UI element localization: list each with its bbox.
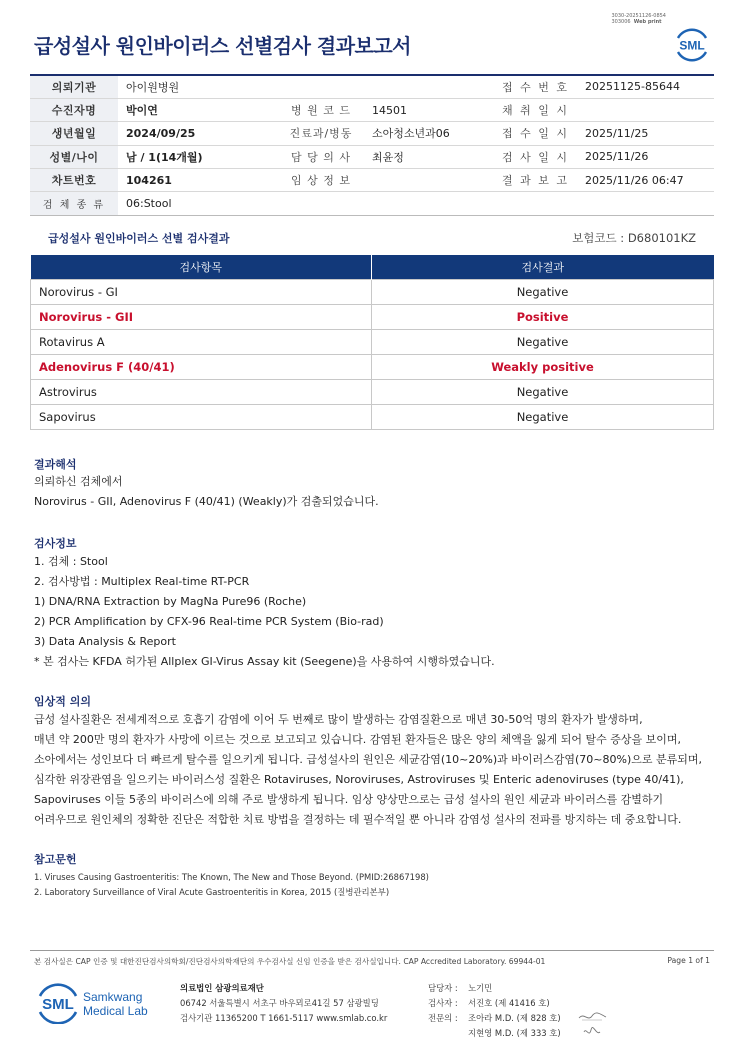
staff-role: 전문의 : — [428, 1013, 458, 1023]
staff-role: 검사자 : — [428, 998, 458, 1008]
info-value — [577, 98, 714, 121]
result-row — [31, 279, 714, 304]
test-info-line: 3) Data Analysis & Report — [34, 635, 176, 648]
staff-row — [428, 981, 561, 996]
result-row — [31, 354, 714, 379]
logo-mark-text: SML — [42, 996, 74, 1013]
page-number: Page 1 of 1 — [667, 956, 710, 965]
staff-name: 지현영 M.D. (제 333 호) — [468, 1028, 561, 1038]
interpretation-title: 결과해석 — [34, 458, 77, 471]
interpretation-line: 의뢰하신 검체에서 — [34, 475, 123, 488]
test-item: Norovirus - GI — [31, 279, 372, 304]
info-label: 차트번호 — [30, 169, 118, 192]
test-info-text — [34, 552, 495, 672]
test-info-line: * 본 검사는 KFDA 허가된 Allplex GI-Virus Assay kit (Seegene)을 사용하여 시행하였습니다. — [34, 655, 495, 668]
info-row — [30, 145, 714, 168]
org-info — [180, 981, 387, 1026]
info-value: 최윤정 — [364, 145, 494, 168]
test-info-title: 검사정보 — [34, 537, 77, 550]
info-label: 생년월일 — [30, 122, 118, 145]
info-value: 남 / 1(14개월) — [118, 145, 278, 168]
col-header-item: 검사항목 — [31, 255, 372, 279]
info-label — [278, 75, 364, 98]
info-value: 박이연 — [118, 98, 278, 121]
info-value: 아이원병원 — [118, 75, 278, 98]
reference-item: 2. Laboratory Surveillance of Viral Acute Gastroenteritis in Korea, 2015 (질병관리본부) — [34, 887, 390, 897]
test-info-line: 2. 검사방법 : Multiplex Real-time RT-PCR — [34, 575, 250, 588]
clinical-title: 임상적 의의 — [34, 695, 91, 708]
test-result: Negative — [372, 404, 714, 429]
info-value: 2024/09/25 — [118, 122, 278, 145]
clinical-line: 매년 약 200만 명의 환자가 사망에 이르는 것으로 보고되고 있습니다. 감염된 환자들은 많은 양의 체액을 잃게 되어 탈수 증상을 보이며, — [34, 733, 681, 746]
info-value: 20251125-85644 — [577, 75, 714, 98]
test-item: Sapovirus — [31, 404, 372, 429]
staff-row — [428, 1026, 561, 1041]
test-item: Astrovirus — [31, 379, 372, 404]
info-label: 결 과 보 고 — [494, 169, 577, 192]
logo-name-line2: Medical Lab — [83, 1004, 148, 1018]
references-text — [34, 870, 429, 900]
info-label: 담 당 의 사 — [278, 145, 364, 168]
test-result: Negative — [372, 279, 714, 304]
staff-row — [428, 1011, 561, 1026]
info-row — [30, 98, 714, 121]
page-title: 급성설사 원인바이러스 선별검사 결과보고서 — [34, 34, 411, 58]
interpretation-text — [34, 472, 379, 512]
info-value — [364, 75, 494, 98]
test-item: Adenovirus F (40/41) — [31, 354, 372, 379]
info-label: 접 수 일 시 — [494, 122, 577, 145]
test-item: Norovirus - GII — [31, 304, 372, 329]
report-code-line2: 303006 — [611, 19, 631, 25]
sml-logo-icon — [672, 26, 712, 64]
info-label: 검 사 일 시 — [494, 145, 577, 168]
test-result: Negative — [372, 329, 714, 354]
insurance-code: 보험코드 : D680101KZ — [572, 231, 696, 245]
logo-name-line1: Samkwang — [83, 990, 143, 1004]
test-result: Weakly positive — [372, 354, 714, 379]
info-label: 채 취 일 시 — [494, 98, 577, 121]
result-row — [31, 329, 714, 354]
org-name: 의료법인 삼광의료재단 — [180, 983, 264, 993]
staff-row — [428, 996, 561, 1011]
info-label: 의뢰기관 — [30, 75, 118, 98]
results-section-title: 급성설사 원인바이러스 선별 검사결과 — [48, 232, 230, 245]
specimen-label: 검 체 종 류 — [30, 192, 118, 215]
specimen-value: 06:Stool — [118, 192, 714, 215]
report-code-line1: 3030-20251126-0854 — [611, 13, 666, 19]
clinical-text — [34, 710, 702, 830]
result-row — [31, 304, 714, 329]
clinical-line: 어려우므로 원인체의 정확한 진단은 적합한 치료 방법을 결정하는 데 필수적일 뿐 아니라 감염성 설사의 전파를 방지하는 데 중요합니다. — [34, 813, 682, 826]
results-table — [30, 255, 714, 430]
accreditation-note: 본 검사실은 CAP 인증 및 대한진단검사의학회/진단검사의학재단의 우수검사실 신임 인증을 받은 검사실입니다. CAP Accredited Laboratory. 69944-01 — [34, 957, 546, 966]
info-value: 소아청소년과06 — [364, 122, 494, 145]
info-label: 접 수 번 호 — [494, 75, 577, 98]
patient-info-table — [30, 74, 714, 216]
signature-icon — [576, 1010, 610, 1040]
staff-name: 조아라 M.D. (제 828 호) — [468, 1013, 561, 1023]
test-info-line: 2) PCR Amplification by CFX-96 Real-time PCR System (Bio-rad) — [34, 615, 384, 628]
footer-divider — [30, 950, 714, 951]
test-result: Positive — [372, 304, 714, 329]
samkwang-logo-icon — [36, 982, 156, 1024]
test-result: Negative — [372, 379, 714, 404]
test-info-line: 1) DNA/RNA Extraction by MagNa Pure96 (Roche) — [34, 595, 307, 608]
web-print-label: Web print — [633, 19, 662, 25]
info-row — [30, 122, 714, 145]
info-value: 14501 — [364, 98, 494, 121]
org-address: 06742 서울특별시 서초구 바우뫼로41길 57 삼광빌딩 — [180, 998, 379, 1008]
info-label: 진료과/병동 — [278, 122, 364, 145]
info-value: 2025/11/26 — [577, 145, 714, 168]
staff-name: 노기민 — [468, 983, 493, 993]
staff-role: 담당자 : — [428, 983, 458, 993]
info-label: 임 상 정 보 — [278, 169, 364, 192]
references-title: 참고문헌 — [34, 853, 77, 866]
clinical-line: 심각한 위장관염을 일으키는 바이러스성 질환은 Rotaviruses, Noroviruses, Astroviruses 및 Enteric adenoviruses (type 40/41), — [34, 773, 684, 786]
result-row — [31, 404, 714, 429]
org-contact: 검사기관 11365200 T 1661-5117 www.smlab.co.kr — [180, 1013, 388, 1023]
info-value: 2025/11/25 — [577, 122, 714, 145]
info-row — [30, 169, 714, 192]
info-label: 성별/나이 — [30, 145, 118, 168]
sml-logo-text: SML — [679, 38, 705, 53]
info-value: 104261 — [118, 169, 278, 192]
info-value: 2025/11/26 06:47 — [577, 169, 714, 192]
reference-item: 1. Viruses Causing Gastroenteritis: The Known, The New and Those Beyond. (PMID:26867198) — [34, 872, 429, 882]
info-label: 수진자명 — [30, 98, 118, 121]
staff-list — [428, 981, 561, 1041]
result-row — [31, 379, 714, 404]
clinical-line: 급성 설사질환은 전세계적으로 호흡기 감염에 이어 두 번째로 많이 발생하는 감염질환으로 매년 30-50억 명의 환자가 발생하며, — [34, 713, 643, 726]
test-info-line: 1. 검체 : Stool — [34, 555, 108, 568]
info-value — [364, 169, 494, 192]
report-code — [611, 13, 666, 25]
specimen-row — [30, 192, 714, 215]
test-item: Rotavirus A — [31, 329, 372, 354]
interpretation-line: Norovirus - GII, Adenovirus F (40/41) (Weakly)가 검출되었습니다. — [34, 495, 379, 508]
clinical-line: 소아에서는 성인보다 더 빠르게 탈수를 일으키게 됩니다. 급성설사의 원인은 세균감염(10~20%)과 바이러스감염(70~80%)으로 분류되며, — [34, 753, 702, 766]
staff-name: 서진호 (제 41416 호) — [468, 998, 550, 1008]
col-header-result: 검사결과 — [372, 255, 714, 279]
info-row — [30, 75, 714, 98]
info-label: 병 원 코 드 — [278, 98, 364, 121]
clinical-line: Sapoviruses 이들 5종의 바이러스에 의해 주로 발생하게 됩니다. 임상 양상만으로는 급성 설사의 원인 세균과 바이러스를 감별하기 — [34, 793, 664, 806]
